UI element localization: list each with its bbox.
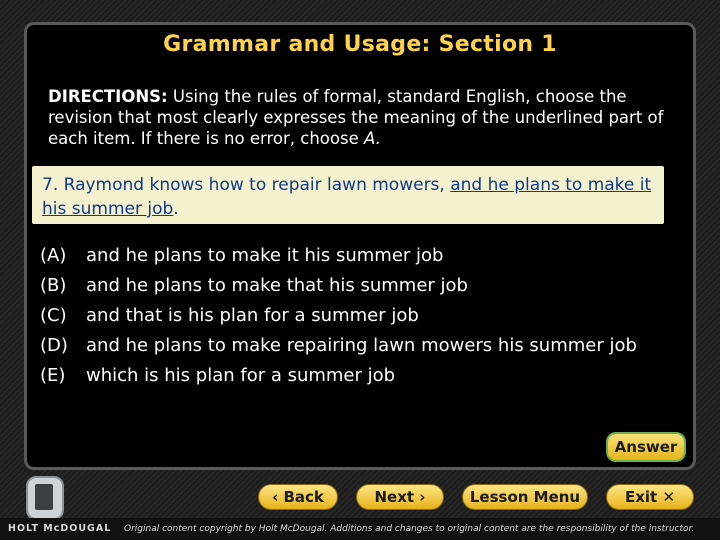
answer-button[interactable]: Answer bbox=[606, 432, 686, 462]
choice-letter: (C) bbox=[40, 305, 67, 326]
choice-letter: (A) bbox=[40, 245, 67, 266]
choice-text: which is his plan for a summer job bbox=[86, 365, 396, 386]
question-suffix: . bbox=[173, 199, 179, 219]
choice-text: and he plans to make that his summer job bbox=[86, 275, 468, 296]
chevron-right-icon: › bbox=[414, 488, 426, 506]
remote-device-icon[interactable] bbox=[26, 476, 64, 520]
lesson-menu-button[interactable] bbox=[462, 484, 588, 510]
exit-label: Exit bbox=[624, 488, 658, 506]
lesson-menu-label: Lesson Menu bbox=[469, 488, 581, 506]
choice-letter: (B) bbox=[40, 275, 67, 296]
exit-button[interactable] bbox=[606, 484, 694, 510]
choice-e[interactable] bbox=[40, 364, 680, 388]
directions bbox=[48, 86, 668, 149]
brand-logo: HOLT McDOUGAL bbox=[8, 523, 112, 534]
choice-d[interactable] bbox=[40, 334, 680, 358]
page-title: Grammar and Usage: Section 1 bbox=[163, 32, 557, 57]
directions-text: Using the rules of formal, standard English, choose the revision that most clearly expresses the meaning of the underlined part of each item. If there is no error, choose bbox=[48, 87, 664, 148]
chevron-left-icon: ‹ bbox=[272, 488, 284, 506]
choice-letter: (D) bbox=[40, 335, 68, 356]
directions-label: DIRECTIONS: bbox=[48, 87, 168, 106]
choice-text: and that is his plan for a summer job bbox=[86, 305, 419, 326]
copyright-text: Original content copyright by Holt McDougal. Additions and changes to original content are the responsibility of the instructor. bbox=[124, 524, 695, 534]
footer bbox=[0, 518, 720, 540]
question-prefix: Raymond knows how to repair lawn mowers, bbox=[63, 175, 451, 195]
choice-text: and he plans to make it his summer job bbox=[86, 245, 444, 266]
choice-text: and he plans to make repairing lawn mowers his summer job bbox=[86, 335, 637, 356]
directions-choice-ref: A. bbox=[364, 129, 381, 148]
close-icon: ✕ bbox=[657, 488, 676, 506]
question-underlined: and he plans to make it his summer job bbox=[42, 175, 652, 219]
choice-letter: (E) bbox=[40, 365, 66, 386]
back-button[interactable] bbox=[258, 484, 338, 510]
question-box bbox=[32, 166, 664, 224]
choice-b[interactable] bbox=[40, 274, 680, 298]
answer-choices bbox=[40, 244, 680, 394]
choice-a[interactable] bbox=[40, 244, 680, 268]
next-label: Next bbox=[374, 488, 415, 506]
device-screen bbox=[35, 484, 53, 510]
choice-c[interactable] bbox=[40, 304, 680, 328]
back-label: Back bbox=[283, 488, 324, 506]
next-button[interactable] bbox=[356, 484, 444, 510]
question-number: 7. bbox=[42, 175, 59, 195]
